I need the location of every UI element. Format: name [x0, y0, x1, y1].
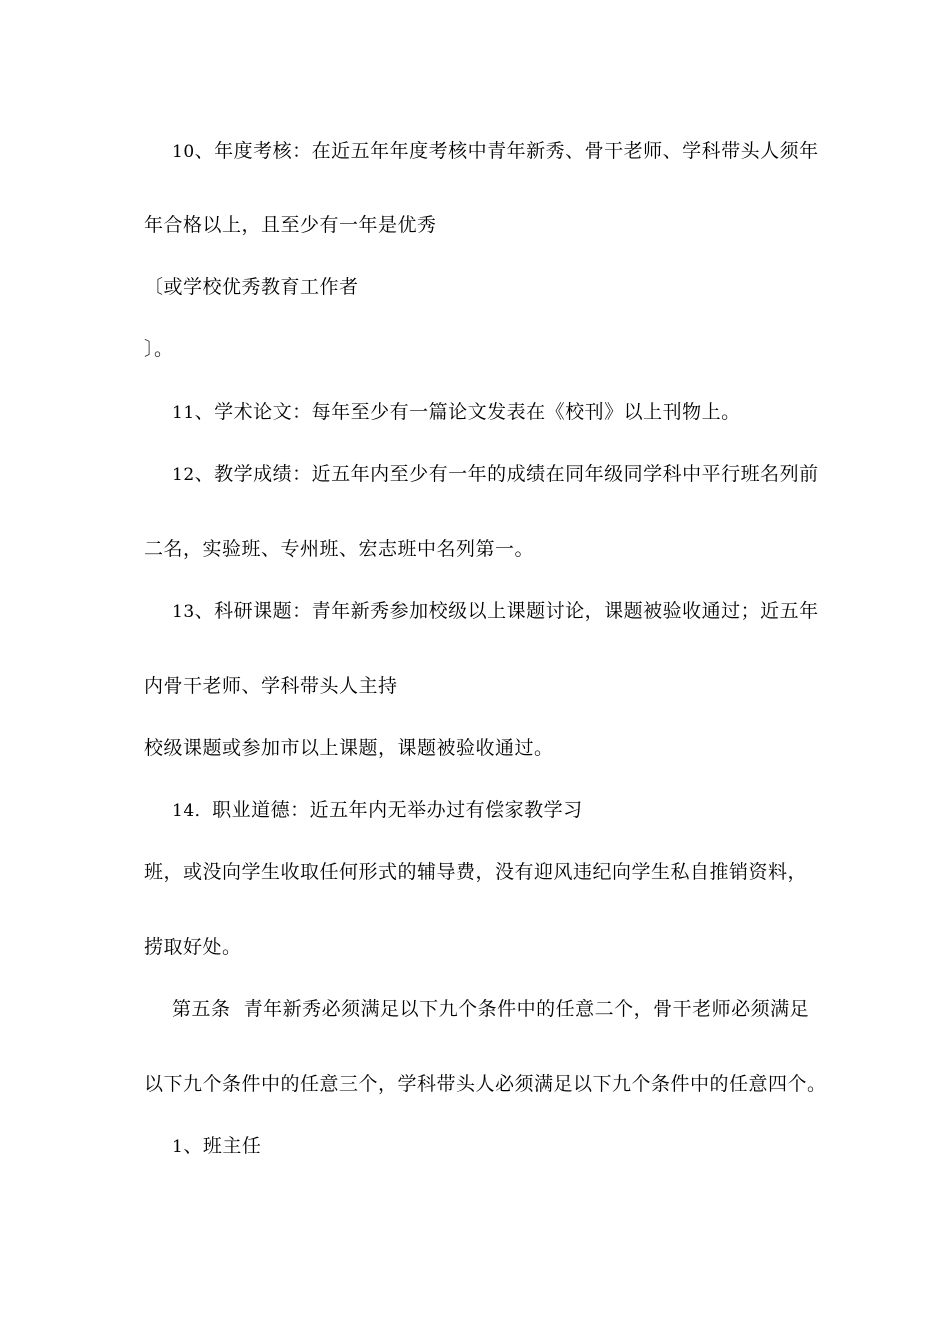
item-14-line-1	[172, 797, 583, 824]
item-text: 校级课题或参加市以上课题，课题被验收通过。	[144, 737, 554, 759]
item-11-line-1	[172, 399, 741, 426]
item-text: 、学术论文：每年至少有一篇论文发表在《校刊》以上刊物上。	[194, 401, 741, 423]
item-10-line-1	[172, 138, 819, 165]
item-text: 、年度考核：在近五年年度考核中青年新秀、骨干老师、学科带头人须年	[194, 140, 819, 162]
item-10-line-2	[144, 212, 437, 238]
item-text: 班，或没向学生收取任何形式的辅导费，没有迎风违纪向学生私自推销资料，	[144, 861, 808, 883]
item-14-line-3	[144, 934, 242, 960]
item-text: 〕。	[144, 338, 174, 360]
item-14-line-2	[144, 859, 807, 885]
item-text: 职业道德：近五年内无举办过有偿家教学习	[212, 799, 583, 821]
article-5-line-1	[172, 996, 809, 1022]
item-13-line-3	[144, 735, 554, 761]
item-number: 14．	[172, 801, 213, 821]
item-10-line-3	[144, 274, 359, 300]
item-number: 10	[172, 142, 195, 162]
item-12-line-2	[144, 536, 534, 562]
item-text: 、班主任	[183, 1135, 262, 1157]
item-text: 、科研课题：青年新秀参加校级以上课题讨论，课题被验收通过；近五年	[194, 600, 819, 622]
item-13-line-1	[172, 598, 819, 625]
item-number: 11	[172, 403, 195, 423]
item-text: 二名，实验班、专州班、宏志班中名列第一。	[144, 538, 535, 560]
item-text: 捞取好处。	[144, 936, 242, 958]
article-text: 以下九个条件中的任意三个，学科带头人必须满足以下九个条件中的任意四个。	[144, 1073, 827, 1095]
article-5-line-2	[144, 1071, 827, 1097]
item-13-line-2	[144, 673, 398, 699]
article-text: 第五条 青年新秀必须满足以下九个条件中的任意二个，骨干老师必须满足	[172, 998, 810, 1020]
condition-1-line	[172, 1133, 261, 1160]
item-10-line-4	[144, 336, 174, 362]
item-text: 年合格以上，且至少有一年是优秀	[144, 214, 437, 236]
item-number: 1	[172, 1137, 184, 1157]
item-text: 内骨干老师、学科带头人主持	[144, 675, 398, 697]
item-text: 、教学成绩：近五年内至少有一年的成绩在同年级同学科中平行班名列前	[194, 463, 819, 485]
item-number: 13	[172, 602, 195, 622]
item-number: 12	[172, 465, 195, 485]
item-text: 〔或学校优秀教育工作者	[144, 276, 359, 298]
item-12-line-1	[172, 461, 819, 488]
